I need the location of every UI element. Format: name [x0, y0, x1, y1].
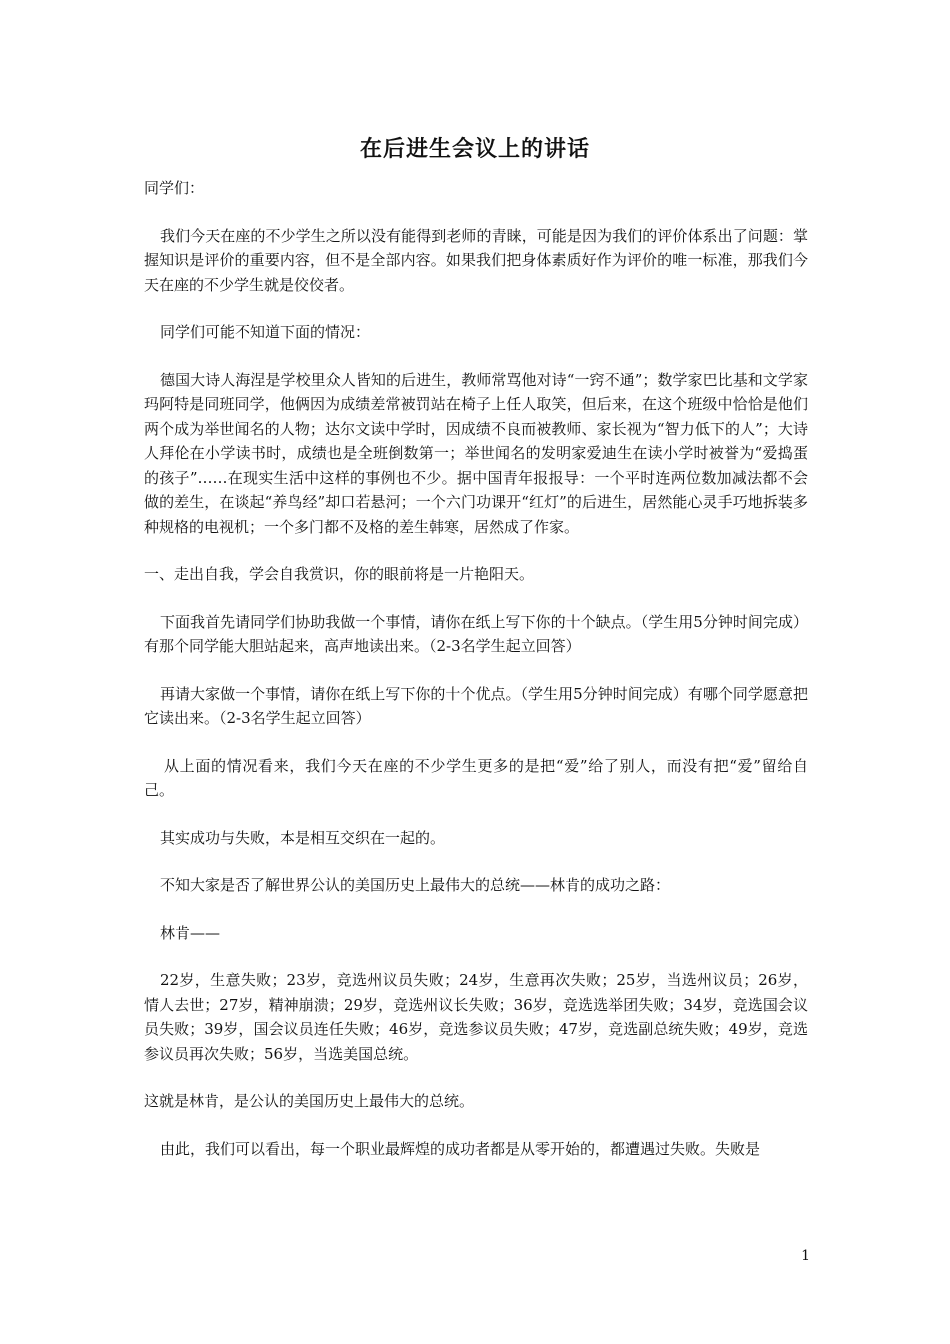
document-body	[144, 176, 808, 1184]
paragraph: 林肯——	[160, 923, 221, 942]
page-number: 1	[801, 1248, 810, 1264]
document-title: 在后进生会议上的讲话	[359, 137, 590, 162]
paragraph: 由此，我们可以看出，每一个职业最辉煌的成功者都是从零开始的，都遭遇过失败。失败是	[160, 1139, 761, 1158]
paragraph: 德国大诗人海涅是学校里众人皆知的后进生，教师常骂他对诗“一窍不通”；数学家巴比基和文学家玛阿特是同班同学，他俩因为成绩差常被罚站在椅子上任人取笑，但后来，在这个班级中恰恰是他们两个成为举世闻名的人物；达尔文读中学时，因成绩不良而被教师、家长视为“智力低下的人”；大诗人拜伦在小学读书时，成绩也是全班倒数第一；举世闻名的发明家爱迪生在读小学时被誉为“爱捣蛋的孩子”……在现实生活中这样的事例也不少。据中国青年报报导：一个平时连两位数加减法都不会做的差生，在谈起“养鸟经”却口若悬河；一个六门功课开“红灯”的后进生，居然能心灵手巧地拆装多种规格的电视机；一个多门都不及格的差生韩寒，居然成了作家。	[144, 370, 808, 536]
paragraph: 下面我首先请同学们协助我做一个事情，请你在纸上写下你的十个缺点。（学生用5分钟时间完成）有那个同学能大胆站起来，高声地读出来。（2-3名学生起立回答）	[144, 612, 808, 655]
salutation: 同学们：	[144, 179, 205, 197]
paragraph: 再请大家做一个事情，请你在纸上写下你的十个优点。（学生用5分钟时间完成）有哪个同学愿意把它读出来。（2-3名学生起立回答）	[144, 684, 808, 727]
paragraph: 我们今天在座的不少学生之所以没有能得到老师的青睐，可能是因为我们的评价体系出了问题：掌握知识是评价的重要内容，但不是全部内容。如果我们把身体素质好作为评价的唯一标准，那我们今天在座的不少学生就是佼佼者。	[144, 226, 808, 294]
paragraph: 22岁，生意失败；23岁，竞选州议员失败；24岁，生意再次失败；25岁，当选州议员；26岁，情人去世；27岁，精神崩溃；29岁，竞选州议长失败；36岁，竞选选举团失败；34岁，竞选国会议员失败；39岁，国会议员连任失败；46岁，竞选参议员失败；47岁，竞选副总统失败；49岁，竞选参议员再次失败；56岁，当选美国总统。	[144, 971, 808, 1063]
paragraph: 同学们可能不知道下面的情况：	[160, 323, 371, 341]
paragraph: 不知大家是否了解世界公认的美国历史上最伟大的总统——林肯的成功之路：	[160, 876, 671, 894]
paragraph: 这就是林肯，是公认的美国历史上最伟大的总统。	[144, 1092, 475, 1110]
paragraph: 从上面的情况看来，我们今天在座的不少学生更多的是把“爱”给了别人，而没有把“爱”留给自己。	[144, 756, 808, 799]
paragraph: 其实成功与失败，本是相互交织在一起的。	[160, 828, 446, 847]
section-heading: 一、走出自我，学会自我赏识，你的眼前将是一片艳阳天。	[144, 565, 535, 583]
